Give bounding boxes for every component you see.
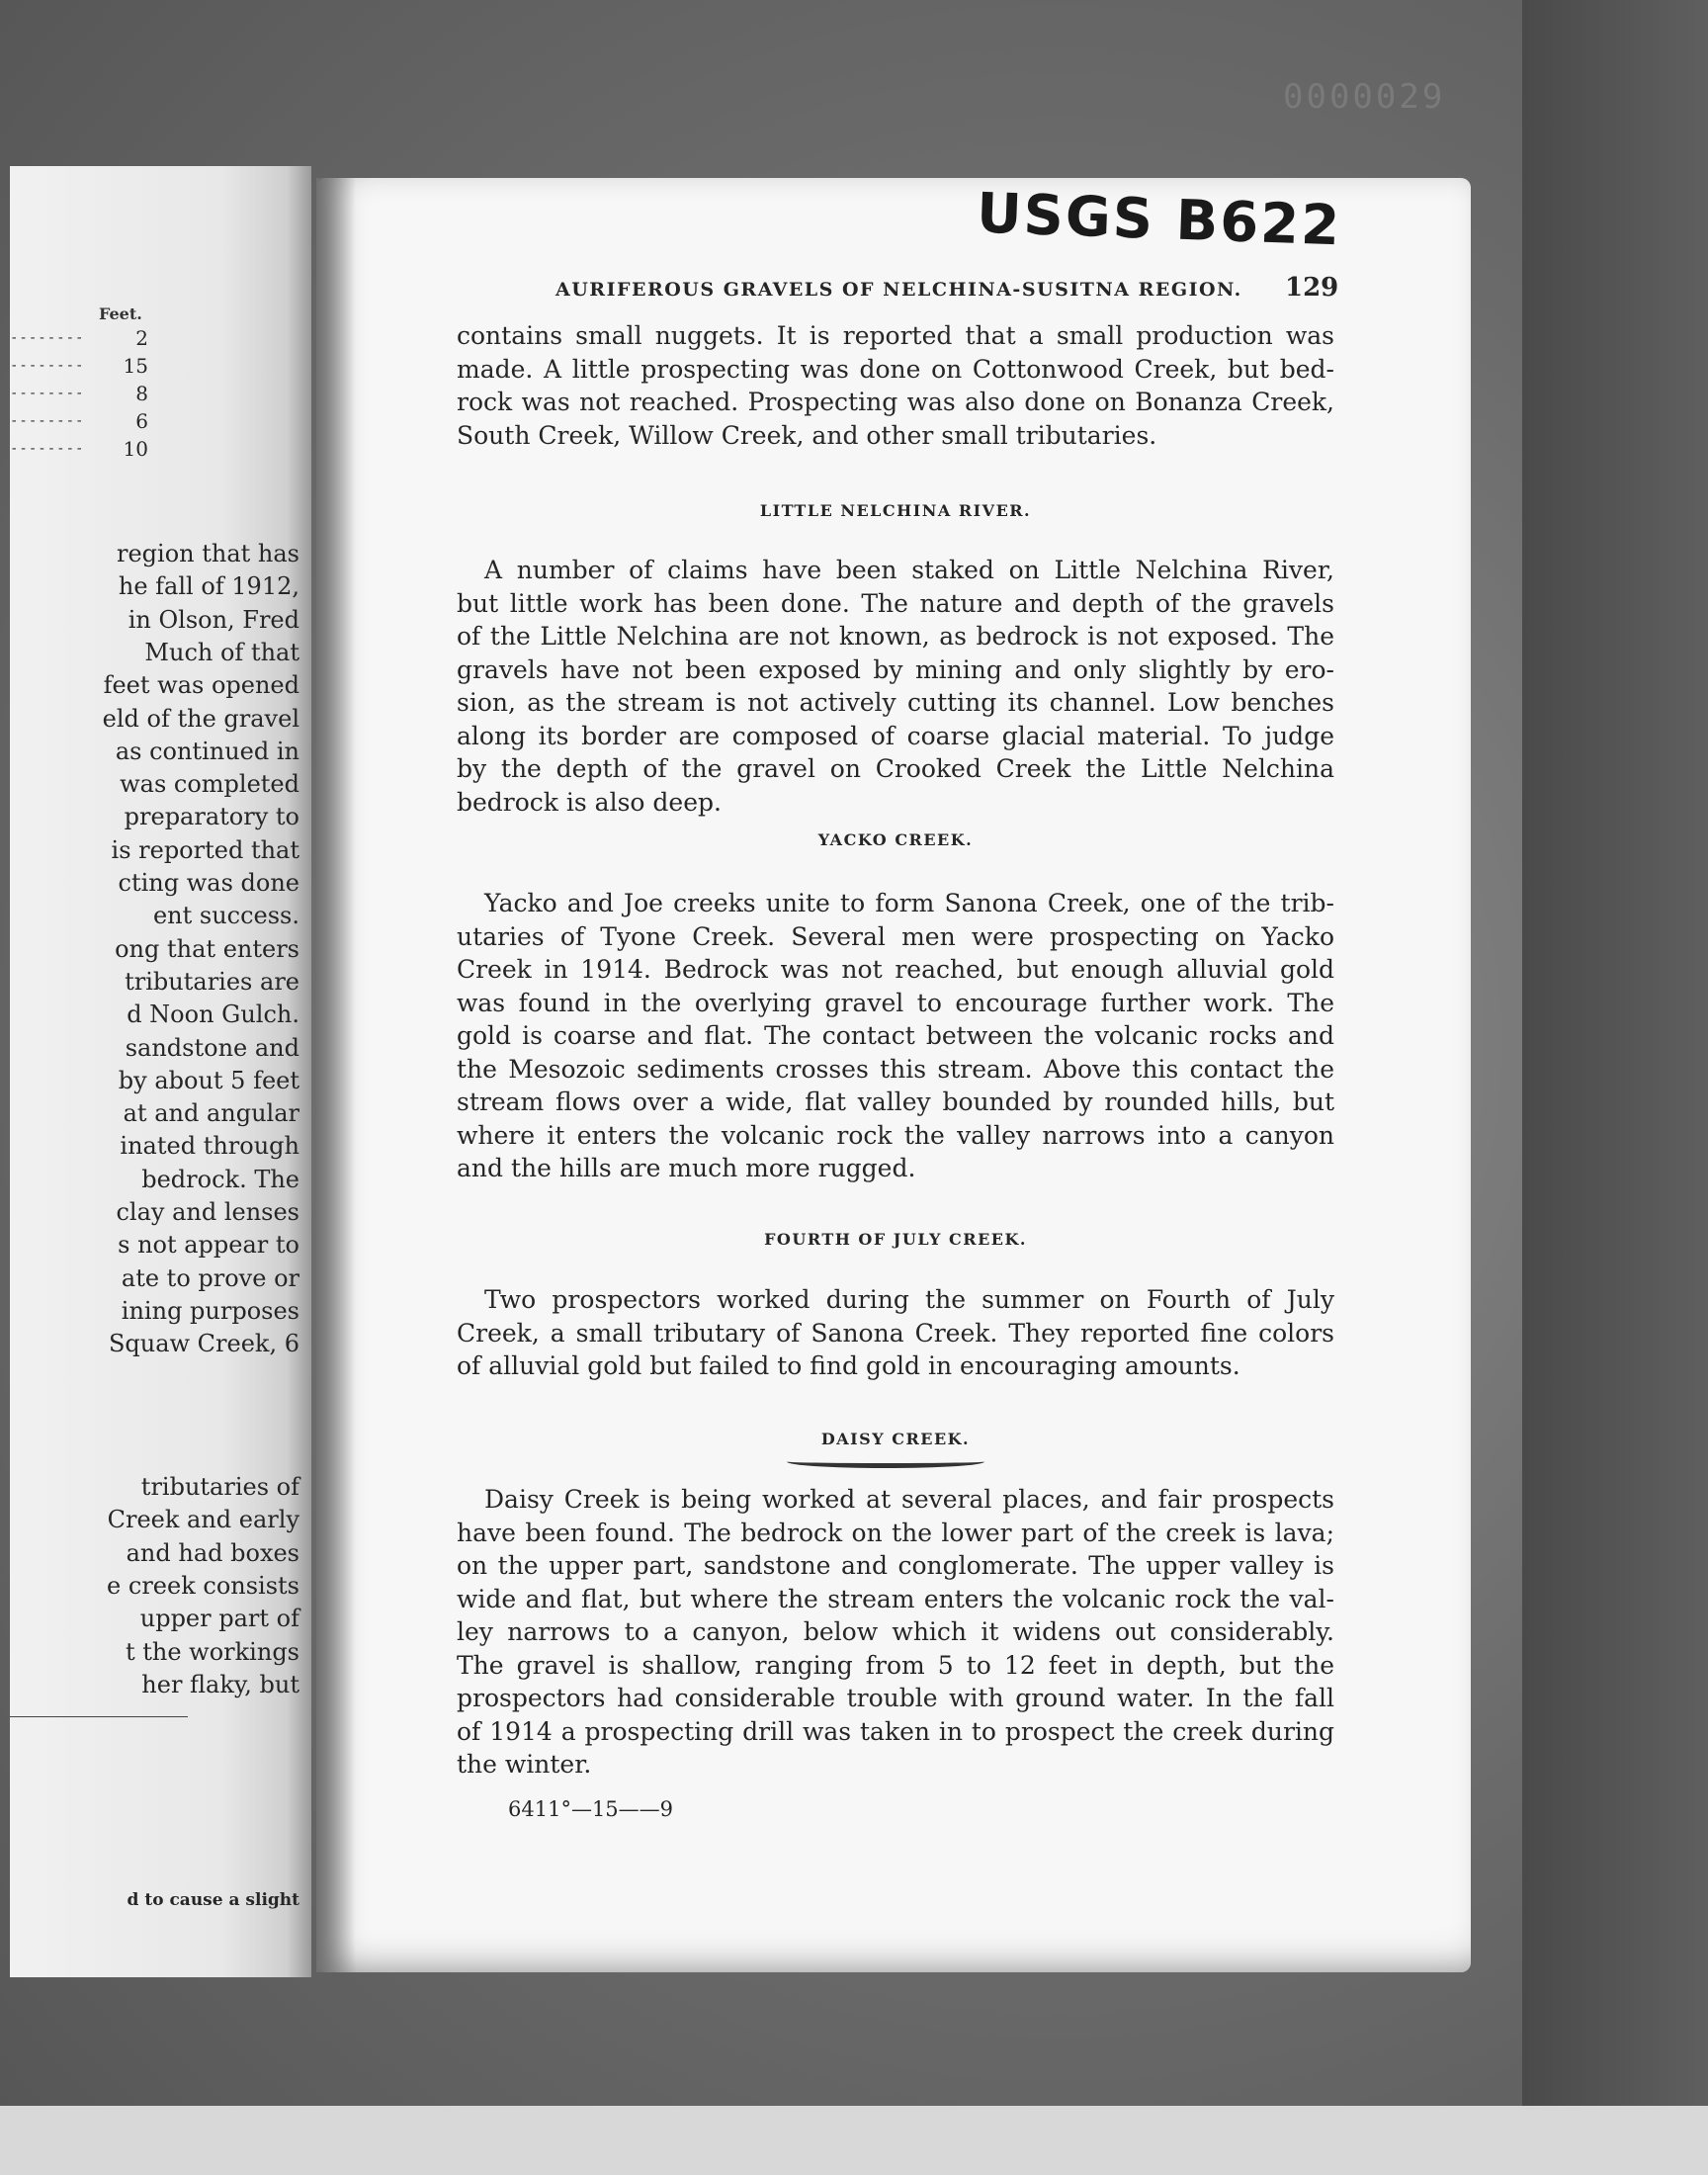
left-text-line: cting was done (118, 869, 299, 897)
leader-dots: -------- (10, 441, 85, 457)
left-text-line: feet was opened (103, 671, 299, 700)
left-text-line: her flaky, but (141, 1670, 299, 1698)
body-line: have been found. The bedrock on the lower part of the creek is lava; (457, 1518, 1334, 1547)
left-footnote: d to cause a slight (127, 1890, 299, 1910)
body-line: of alluvial gold but failed to find gold in encouraging amounts. (457, 1351, 1240, 1380)
left-text-line: e creek consists (107, 1571, 299, 1600)
body-line: gold is coarse and flat. The contact between the volcanic rocks and (457, 1021, 1334, 1050)
body-line: the Mesozoic sediments crosses this stream. Above this contact the (457, 1054, 1334, 1084)
handwritten-underline (787, 1455, 984, 1468)
left-text-line: bedrock. The (141, 1165, 299, 1193)
section-heading: DAISY CREEK. (820, 1430, 971, 1448)
signature-mark: 6411°—15——9 (508, 1797, 674, 1821)
body-line: contains small nuggets. It is reported that a small production was (457, 321, 1334, 350)
left-text-line: tributaries of (140, 1473, 299, 1501)
left-text-line: ong that enters (115, 934, 299, 963)
body-line: Creek in 1914. Bedrock was not reached, but enough alluvial gold (457, 955, 1334, 984)
body-line: Daisy Creek is being worked at several places, and fair prospects (484, 1485, 1334, 1514)
stamp-number: 0000029 (1283, 77, 1446, 117)
left-text-line: in Olson, Fred (128, 605, 299, 634)
table-value: 6 (135, 409, 148, 433)
body-line: on the upper part, sandstone and conglomerate. The upper valley is (457, 1551, 1334, 1580)
body-line: Two prospectors worked during the summer on Fourth of July (484, 1285, 1334, 1314)
table-row (10, 382, 148, 413)
left-text-line: sandstone and (125, 1033, 299, 1062)
table-value: 2 (135, 326, 148, 350)
body-line: sion, as the stream is not actively cutting its channel. Low benches (457, 688, 1334, 717)
leader-dots: -------- (10, 413, 85, 429)
handwritten-label: USGS B622 (975, 181, 1343, 259)
body-line: rock was not reached. Prospecting was also done on Bonanza Creek, (457, 388, 1334, 416)
left-text-line: inated through (120, 1132, 299, 1161)
body-line: prospectors had considerable trouble with ground water. In the fall (457, 1684, 1334, 1712)
left-text-line: he fall of 1912, (118, 572, 299, 601)
table-row (10, 437, 148, 469)
body-line: by the depth of the gravel on Crooked Creek the Little Nelchina (457, 754, 1334, 783)
left-text-line: preparatory to (124, 803, 299, 831)
body-line: where it enters the volcanic rock the valley narrows into a canyon (457, 1120, 1334, 1150)
left-text-line: is reported that (111, 835, 299, 864)
left-text-line: ining purposes (121, 1296, 299, 1325)
body-line: and the hills are much more rugged. (457, 1154, 916, 1182)
body-line: stream flows over a wide, flat valley bounded by rounded hills, but (457, 1088, 1334, 1116)
body-line: South Creek, Willow Creek, and other small tributaries. (457, 420, 1157, 450)
left-text-line: as continued in (115, 737, 299, 765)
body-line: bedrock is also deep. (457, 787, 722, 817)
left-text-line: region that has (116, 540, 299, 567)
table-value: 15 (123, 354, 148, 378)
left-text-line: ent success. (152, 902, 299, 930)
left-text-line: by about 5 feet (118, 1066, 299, 1094)
body-line: ley narrows to a canyon, below which it widens out considerably. (457, 1617, 1334, 1646)
leader-dots: -------- (10, 330, 85, 346)
left-text-line: tributaries are (125, 967, 299, 996)
left-text-line: clay and lenses (116, 1198, 299, 1226)
leader-dots: -------- (10, 358, 85, 374)
left-text-line: t the workings (125, 1637, 299, 1666)
table-value: 8 (135, 382, 148, 405)
table-row (10, 354, 148, 386)
table-header: Feet. (99, 304, 142, 323)
running-head: AURIFEROUS GRAVELS OF NELCHINA-SUSITNA REGION. (555, 279, 1242, 301)
section-heading: LITTLE NELCHINA RIVER. (759, 501, 1032, 520)
body-line: along its border are composed of coarse glacial material. To judge (457, 721, 1334, 750)
page-number: 129 (1285, 273, 1339, 303)
left-text-line: s not appear to (118, 1231, 299, 1260)
left-text-line: upper part of (139, 1605, 299, 1633)
body-line: made. A little prospecting was done on Cottonwood Creek, but bed- (457, 354, 1334, 384)
footnote-rule (10, 1716, 188, 1717)
left-text-line: Much of that (144, 638, 299, 666)
body-line: of 1914 a prospecting drill was taken in to prospect the creek during (457, 1716, 1334, 1746)
left-text-line: was completed (120, 770, 299, 799)
body-line: wide and flat, but where the stream enters the volcanic rock the val- (457, 1584, 1334, 1613)
body-line: but little work has been done. The nature and depth of the gravels (457, 588, 1334, 618)
body-line: The gravel is shallow, ranging from 5 to 12 feet in depth, but the (457, 1650, 1334, 1680)
section-heading: FOURTH OF JULY CREEK. (764, 1230, 1027, 1249)
left-text-line: Squaw Creek, 6 (108, 1330, 299, 1358)
left-text-line: at and angular (123, 1099, 299, 1128)
left-page (10, 166, 311, 1977)
left-text-line: eld of the gravel (102, 704, 299, 733)
left-text-line: d Noon Gulch. (127, 1000, 299, 1029)
left-text-line: Creek and early (107, 1506, 299, 1534)
body-line: gravels have not been exposed by mining and only slightly by ero- (457, 654, 1334, 684)
left-text-line: ate to prove or (121, 1263, 299, 1292)
table-value: 10 (123, 437, 148, 461)
leader-dots: -------- (10, 386, 85, 401)
body-line: Creek, a small tributary of Sanona Creek. They reported fine colors (457, 1318, 1334, 1348)
left-text-line: and had boxes (126, 1538, 299, 1567)
body-line: utaries of Tyone Creek. Several men were prospecting on Yacko (457, 921, 1334, 951)
body-line: Yacko and Joe creeks unite to form Sanona Creek, one of the trib- (484, 889, 1334, 917)
body-line: A number of claims have been staked on Little Nelchina River, (484, 556, 1334, 584)
body-line: of the Little Nelchina are not known, as bedrock is not exposed. The (457, 622, 1334, 651)
body-line: the winter. (457, 1750, 592, 1779)
section-heading: YACKO CREEK. (817, 830, 974, 849)
body-line: was found in the overlying gravel to encourage further work. The (457, 988, 1334, 1017)
